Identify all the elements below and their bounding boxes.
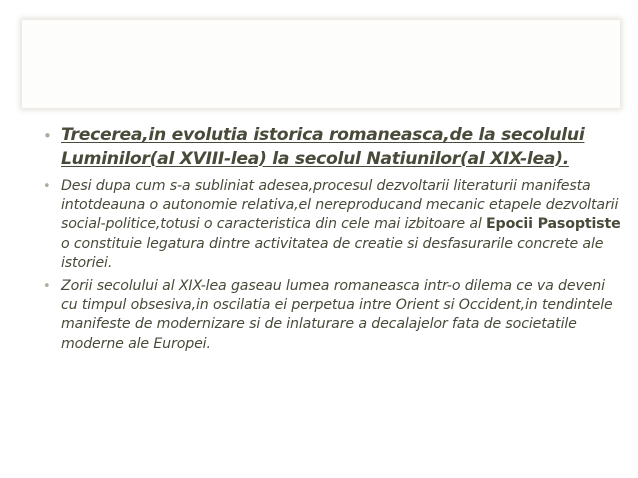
bullet-2-text-after: o constituie legatura dintre activitatea de creatie si desfasurarile concrete ale istoriei. (61, 235, 604, 271)
bullet-item-2 (43, 177, 623, 273)
title-placeholder (22, 20, 620, 108)
bullet-item-3 (43, 277, 623, 354)
bullet-2-emphasis: Epocii Pasoptiste (486, 216, 621, 233)
bullet-item-1 (43, 124, 623, 171)
bullet-2-text-before: Desi dupa cum s-a subliniat adesea,procesul dezvoltarii literaturii manifesta intotdeauna o autonomie relativa,el nereproducand mecanic etapele dezvoltarii social-politice,totusi o caracteristica din cele mai izbitoare al (61, 178, 619, 233)
bullet-1-text: Trecerea,in evolutia istorica romaneasca,de la secolului Luminilor(al XVIII-lea) la secolul Natiunilor(al XIX-lea). (61, 125, 585, 169)
bullet-3-text: Zorii secolului al XIX-lea gaseau lumea romaneasca intr-o dilema ce va deveni cu timpul obsesiva,in oscilatia ei perpetua intre Orient si Occident,in tendintele manifeste de modernizare si de inlaturare a decalajelor fata de societatile moderne ale Europei. (61, 278, 613, 352)
bullet-2-text (61, 178, 621, 271)
content-area (43, 124, 623, 358)
bullet-icon: • (43, 179, 51, 194)
bullet-icon: • (43, 279, 51, 295)
bullet-icon: • (43, 127, 52, 145)
